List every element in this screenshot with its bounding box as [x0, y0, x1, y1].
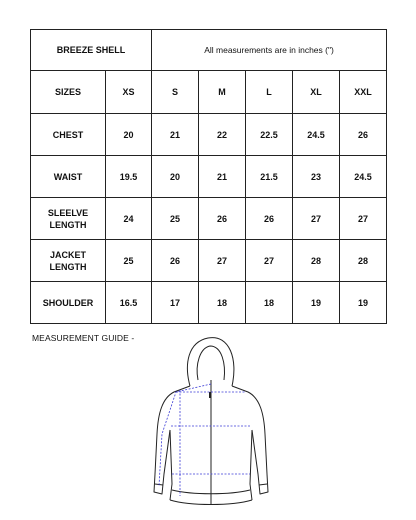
value-cell: 27 [293, 198, 340, 240]
table-header-row [31, 30, 387, 71]
size-header-cell: L [246, 71, 293, 114]
value-cell: 26 [152, 240, 199, 282]
value-cell: 16.5 [106, 282, 152, 324]
row-label-line: SHOULDER [42, 297, 94, 308]
row-label-line: CHEST [52, 129, 84, 140]
size-header-cell: XS [106, 71, 152, 114]
value-cell: 21 [199, 156, 246, 198]
value-cell: 22 [199, 114, 246, 156]
value-cell: 19 [340, 282, 387, 324]
value-cell: 25 [106, 240, 152, 282]
value-cell: 26 [246, 198, 293, 240]
row-label-line: WAIST [53, 171, 83, 182]
sleeve-length-measure-line [159, 384, 211, 486]
size-header-cell: XL [293, 71, 340, 114]
row-label-line: LENGTH [49, 219, 87, 230]
body-left-side [170, 430, 172, 500]
value-cell: 24 [106, 198, 152, 240]
value-cell: 26 [199, 198, 246, 240]
size-header-cell: M [199, 71, 246, 114]
measurement-guide-label: MEASUREMENT GUIDE - [32, 333, 135, 343]
row-label-cell [31, 240, 106, 282]
value-cell: 17 [152, 282, 199, 324]
value-cell: 24.5 [340, 156, 387, 198]
value-cell: 28 [293, 240, 340, 282]
measurement-note-cell: All measurements are in inches (") [152, 30, 387, 71]
value-cell: 19 [293, 282, 340, 324]
value-cell: 21 [152, 114, 199, 156]
row-label-line: LENGTH [49, 261, 87, 272]
jacket-measurement-diagram [140, 334, 280, 510]
body-right-side [250, 430, 252, 500]
value-cell: 23 [293, 156, 340, 198]
row-label-cell [31, 114, 106, 156]
jacket-length-row [31, 240, 387, 282]
value-cell: 22.5 [246, 114, 293, 156]
row-label-cell [31, 282, 106, 324]
sizes-label-cell: SIZES [31, 71, 106, 114]
sizes-row [31, 71, 387, 114]
value-cell: 28 [340, 240, 387, 282]
value-cell: 20 [106, 114, 152, 156]
value-cell: 19.5 [106, 156, 152, 198]
jacket-outline [154, 338, 268, 505]
size-header-cell: XXL [340, 71, 387, 114]
value-cell: 26 [340, 114, 387, 156]
size-chart-table [30, 29, 387, 324]
hood-outline [187, 338, 233, 386]
sleeve-length-row [31, 198, 387, 240]
row-label-line: SLEELVE [47, 207, 89, 218]
chest-row [31, 114, 387, 156]
product-name-cell: BREEZE SHELL [31, 30, 152, 71]
value-cell: 27 [246, 240, 293, 282]
size-header-cell: S [152, 71, 199, 114]
row-label-cell [31, 156, 106, 198]
value-cell: 25 [152, 198, 199, 240]
value-cell: 27 [340, 198, 387, 240]
value-cell: 21.5 [246, 156, 293, 198]
value-cell: 18 [199, 282, 246, 324]
value-cell: 27 [199, 240, 246, 282]
row-label-line: JACKET [49, 249, 86, 260]
right-cuff [259, 484, 267, 485]
shoulder-row [31, 282, 387, 324]
value-cell: 20 [152, 156, 199, 198]
hood-opening [197, 346, 224, 380]
value-cell: 18 [246, 282, 293, 324]
measurement-lines [159, 384, 251, 496]
row-label-cell [31, 198, 106, 240]
waist-row [31, 156, 387, 198]
value-cell: 24.5 [293, 114, 340, 156]
